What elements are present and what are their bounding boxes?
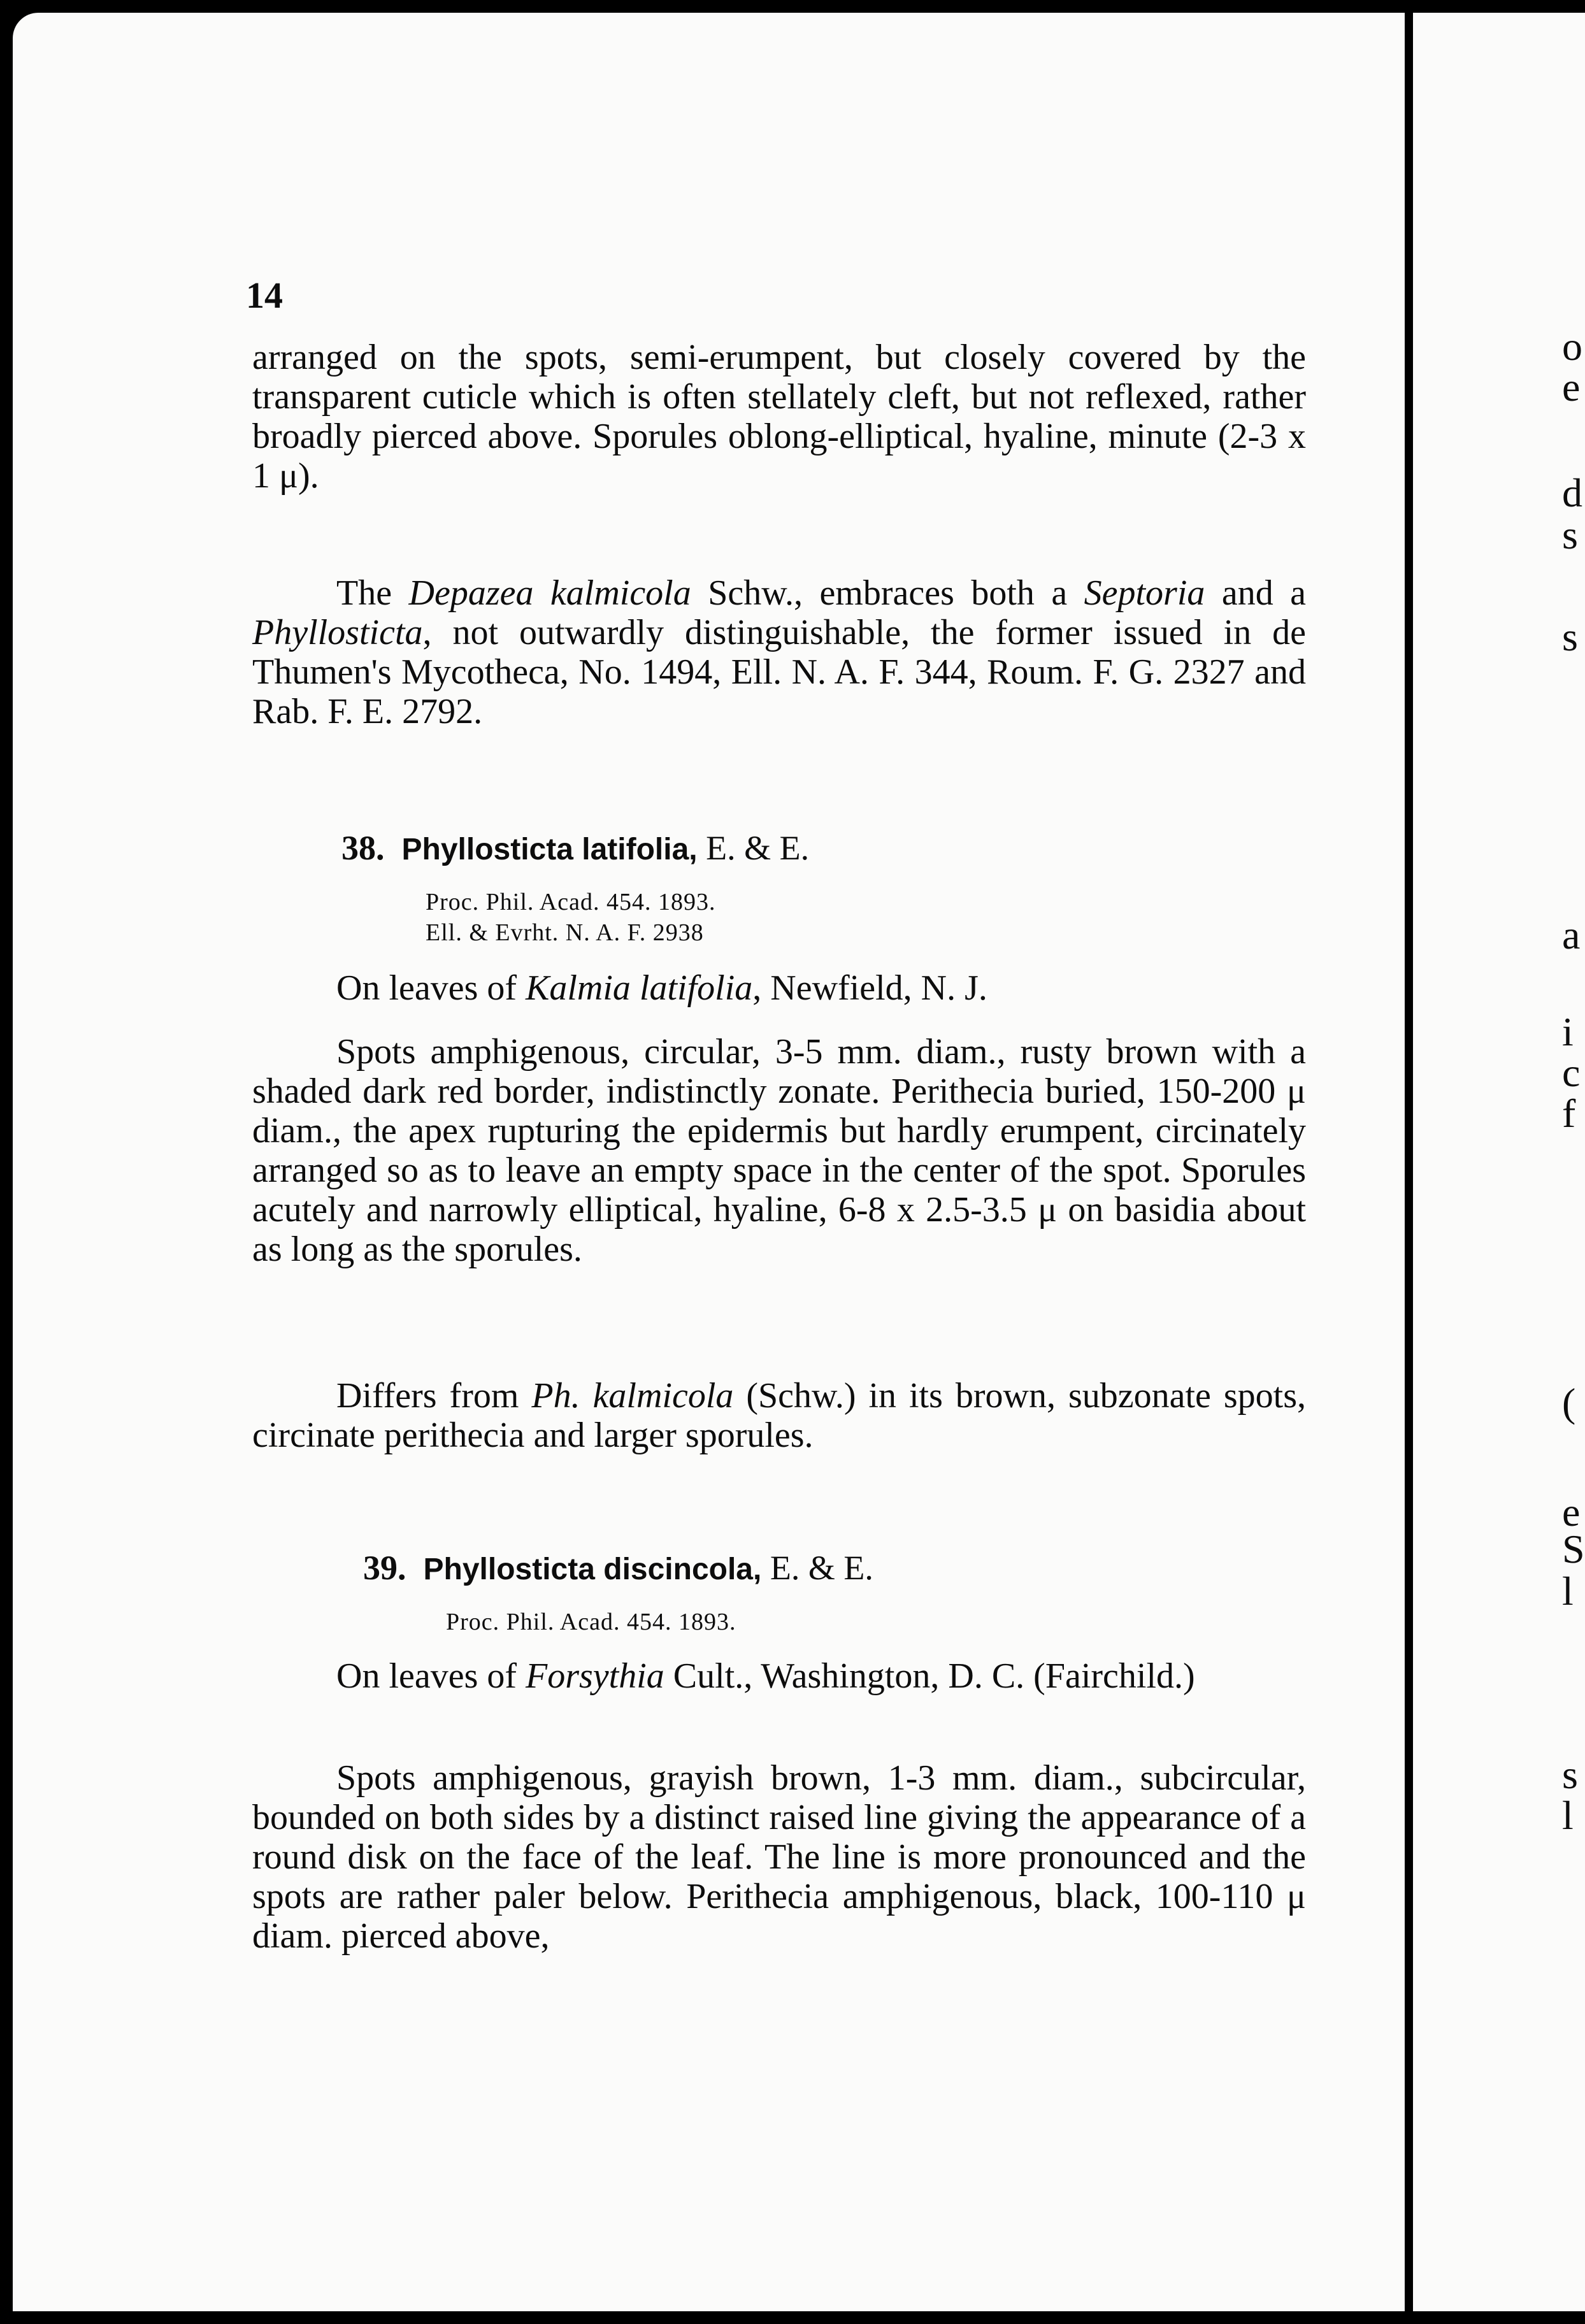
- species-name: Phyllosticta discincola,: [423, 1553, 762, 1586]
- adjacent-page-letter: l: [1562, 1793, 1574, 1838]
- adjacent-page-letter: s: [1562, 512, 1578, 557]
- adjacent-page-letter: d: [1562, 470, 1582, 515]
- adjacent-page-letter: l: [1562, 1568, 1574, 1614]
- species-number: 39.: [363, 1549, 406, 1587]
- adjacent-page-letter: a: [1562, 912, 1581, 958]
- species-host: On leaves of Kalmia latifolia, Newfield, N. J.: [336, 968, 987, 1008]
- adjacent-page-letter: e: [1562, 364, 1581, 410]
- species-description: Spots amphigenous, circular, 3-5 mm. diam., rusty brown with a shaded dark red border, indistinctly zonate. Perithecia buried, 150-200 μ diam., the apex rupturing the epidermis but hardly erumpent, circinately arranged so as to leave an empty space in the center of the spot. Sporules acutely and narrowly elliptical, hyaline, 6-8 x 2.5-3.5 μ on basidia about as long as the sporules.: [252, 1032, 1306, 1269]
- adjacent-page-letter: i: [1562, 1009, 1574, 1054]
- adjacent-page-letter: f: [1562, 1091, 1576, 1136]
- adjacent-page-letter: s: [1562, 1752, 1578, 1797]
- adjacent-page-letter: c: [1562, 1050, 1581, 1095]
- species-host: On leaves of Forsythia Cult., Washington, D. C. (Fairchild.): [336, 1656, 1195, 1696]
- adjacent-page-letter: (: [1562, 1380, 1576, 1425]
- species-reference: Proc. Phil. Acad. 454. 1893.: [426, 889, 716, 915]
- paragraph-continuation: arranged on the spots, semi-erumpent, but closely covered by the transparent cuticle which is often stellately cleft, but not reflexed, rather broadly pierced above. Sporules oblong-elliptical, hyaline, minute (2-3 x 1 μ).: [252, 338, 1306, 496]
- adjacent-page-letter: o: [1562, 324, 1582, 369]
- species-number: 38.: [341, 829, 385, 867]
- species-author: E. & E.: [770, 1549, 873, 1587]
- page-number: 14: [246, 275, 283, 316]
- adjacent-page-letter: s: [1562, 614, 1578, 659]
- species-name: Phyllosticta latifolia,: [401, 833, 698, 866]
- species-description: Spots amphigenous, grayish brown, 1-3 mm. diam., subcircular, bounded on both sides by a distinct raised line giving the appearance of a round disk on the face of the leaf. The line is more pronounced and the spots are rather paler below. Perithecia amphigenous, black, 100-110 μ diam. pierced above,: [252, 1758, 1306, 1956]
- species-reference: Ell. & Evrht. N. A. F. 2938: [426, 919, 704, 946]
- species-heading-38: [341, 828, 809, 868]
- paragraph-depazea: The Depazea kalmicola Schw., embraces both a Septoria and a Phyllosticta, not outwardly distinguishable, the former issued in de Thumen's Mycotheca, No. 1494, Ell. N. A. F. 344, Roum. F. G. 2327 and Rab. F. E. 2792.: [252, 573, 1307, 731]
- adjacent-page-letter: S: [1562, 1526, 1585, 1572]
- species-author: E. & E.: [706, 829, 810, 867]
- species-note: Differs from Ph. kalmicola (Schw.) in its brown, subzonate spots, circinate perithecia and larger sporules.: [252, 1376, 1306, 1455]
- adjacent-page-strip: [1413, 13, 1585, 2311]
- species-heading-39: [363, 1548, 873, 1588]
- adjacent-page-letter: e: [1562, 1489, 1581, 1535]
- species-reference: Proc. Phil. Acad. 454. 1893.: [446, 1609, 736, 1635]
